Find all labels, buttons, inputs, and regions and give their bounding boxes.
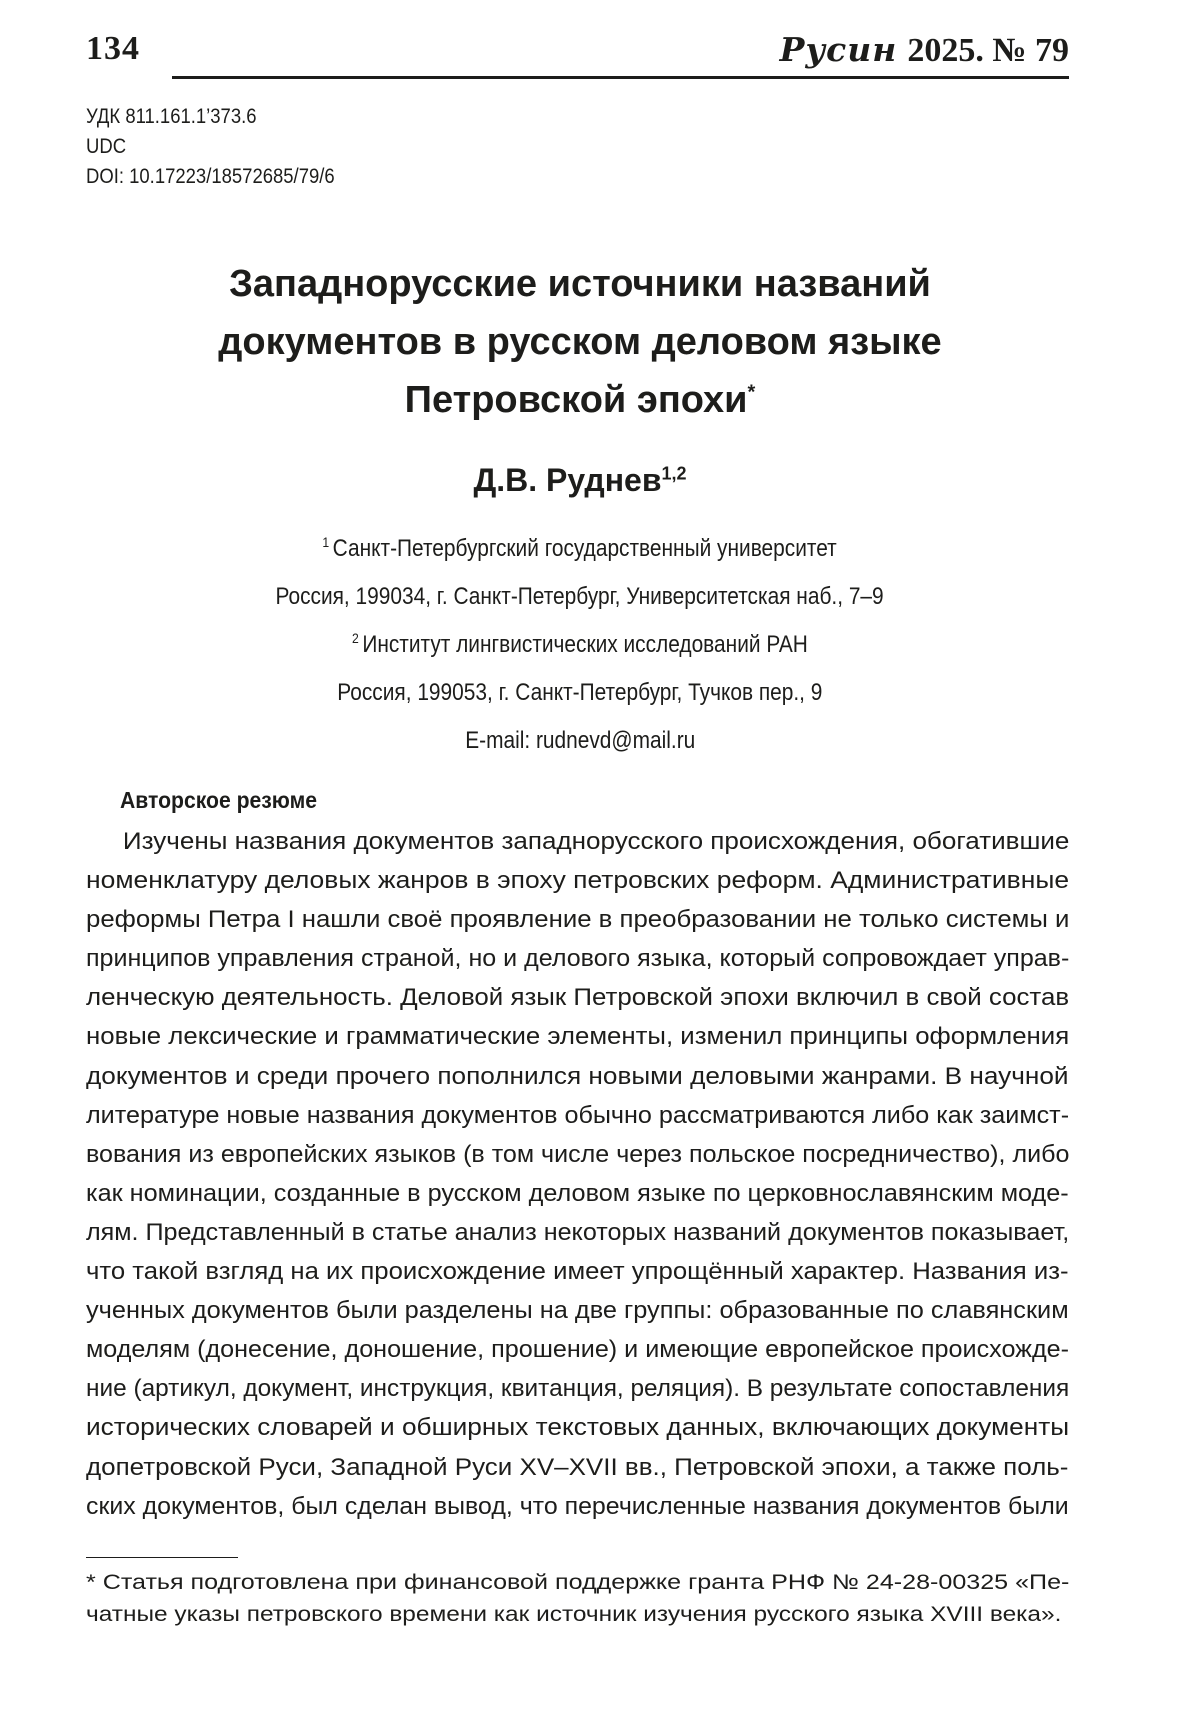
abstract-line: документов и среди прочего пополнился новыми деловыми жанрами. В научной	[86, 1062, 1069, 1090]
title-line-text: Петровской эпохи	[404, 379, 748, 421]
abstract-line: литературе новые названия документов обычно рассматриваются либо как заимст-	[86, 1101, 1070, 1129]
title-line: документов в русском деловом языке	[218, 321, 942, 363]
footnote	[86, 1567, 1069, 1631]
affiliation-2-address: Россия, 199053, г. Санкт-Петербург, Тучков пер., 9	[337, 679, 823, 706]
abstract-line: ленческую деятельность. Деловой язык Петровской эпохи включил в свой состав	[86, 984, 1070, 1012]
abstract-line: ских документов, был сделан вывод, что перечисленные названия документов были	[86, 1492, 1069, 1520]
abstract-line: допетровской Руси, Западной Руси XV–XVII вв., Петровской эпохи, а также поль-	[86, 1453, 1069, 1481]
abstract-line: Изучены названия документов западнорусского происхождения, обогатившие	[122, 828, 1070, 855]
affiliation-1-address-line	[0, 573, 1160, 621]
affiliations	[0, 525, 1160, 765]
author-affiliation-marks: 1,2	[661, 463, 687, 484]
affiliation-1-address: Россия, 199034, г. Санкт-Петербург, Университетская наб., 7–9	[275, 583, 885, 610]
affiliation-2-name-line	[0, 621, 1160, 669]
abstract-body	[86, 822, 1069, 1526]
abstract-line: номенклатуру деловых жанров в эпоху петровских реформ. Административные	[86, 867, 1070, 895]
running-header	[86, 26, 1069, 76]
abstract-line: исторических словарей и обширных текстовых данных, включающих документы	[86, 1414, 1070, 1442]
doi: DOI: 10.17223/18572685/79/6	[86, 165, 335, 188]
author-name: Д.В. Руднев	[473, 462, 662, 498]
author-email: E-mail: rudnevd@mail.ru	[464, 727, 696, 754]
affiliation-1-mark: 1	[322, 534, 330, 550]
author	[0, 462, 1160, 499]
footnote-line: чатные указы петровского времени как источник изучения русского языка XVIII века».	[86, 1603, 1062, 1626]
footnote-line: * Статья подготовлена при финансовой поддержке гранта РНФ № 24-28-00325 «Пе-	[86, 1571, 1070, 1594]
header-rule	[172, 76, 1069, 79]
abstract-line: лям. Представленный в статье анализ некоторых названий документов показывает,	[86, 1218, 1070, 1246]
affiliation-1-name-line	[0, 525, 1160, 573]
abstract-line: новые лексические и грамматические элементы, изменил принципы оформления	[86, 1023, 1070, 1051]
abstract-line: вования из европейских языков (в том числе через польское посредничество), либо	[86, 1140, 1070, 1168]
page-number: 134	[86, 30, 140, 67]
article-identifiers	[86, 102, 335, 192]
abstract-line: что такой взгляд на их происхождение имеет упрощённый характер. Названия из-	[86, 1258, 1069, 1286]
abstract-line: ученных документов были разделены на две группы: образованные по славянским	[86, 1297, 1069, 1325]
title-footnote-mark: *	[747, 381, 756, 404]
journal-issue: 2025. № 79	[907, 32, 1069, 69]
title-line	[140, 371, 1020, 429]
affiliation-2-name: Институт лингвистических исследований РАН	[362, 631, 808, 658]
abstract-line: как номинации, созданные в русском деловом языке по церковнославянским моде-	[86, 1179, 1069, 1207]
abstract-line: моделям (донесение, доношение, прошение) и имеющие европейское происхожде-	[86, 1336, 1070, 1364]
abstract-heading: Авторское резюме	[120, 787, 318, 813]
footnote-rule	[86, 1557, 238, 1558]
email-line	[0, 717, 1160, 765]
journal-name: Русин	[779, 30, 898, 69]
abstract-line: реформы Петра I нашли своё проявление в преобразовании не только системы и	[86, 906, 1070, 934]
abstract-line: ние (артикул, документ, инструкция, квитанция, реляция). В результате сопоставления	[86, 1375, 1070, 1403]
affiliation-2-address-line	[0, 669, 1160, 717]
abstract-line: принципов управления страной, но и делового языка, который сопровождает управ-	[86, 945, 1070, 973]
affiliation-2-mark: 2	[352, 630, 359, 646]
article-title	[140, 255, 1020, 429]
title-line: Западнорусские источники названий	[229, 263, 931, 305]
affiliation-1-name: Санкт-Петербургский государственный университет	[333, 535, 838, 562]
journal-masthead	[780, 30, 1069, 70]
udk-code: УДК 811.161.1’373.6	[86, 105, 257, 128]
udc-code: UDC	[86, 135, 127, 158]
